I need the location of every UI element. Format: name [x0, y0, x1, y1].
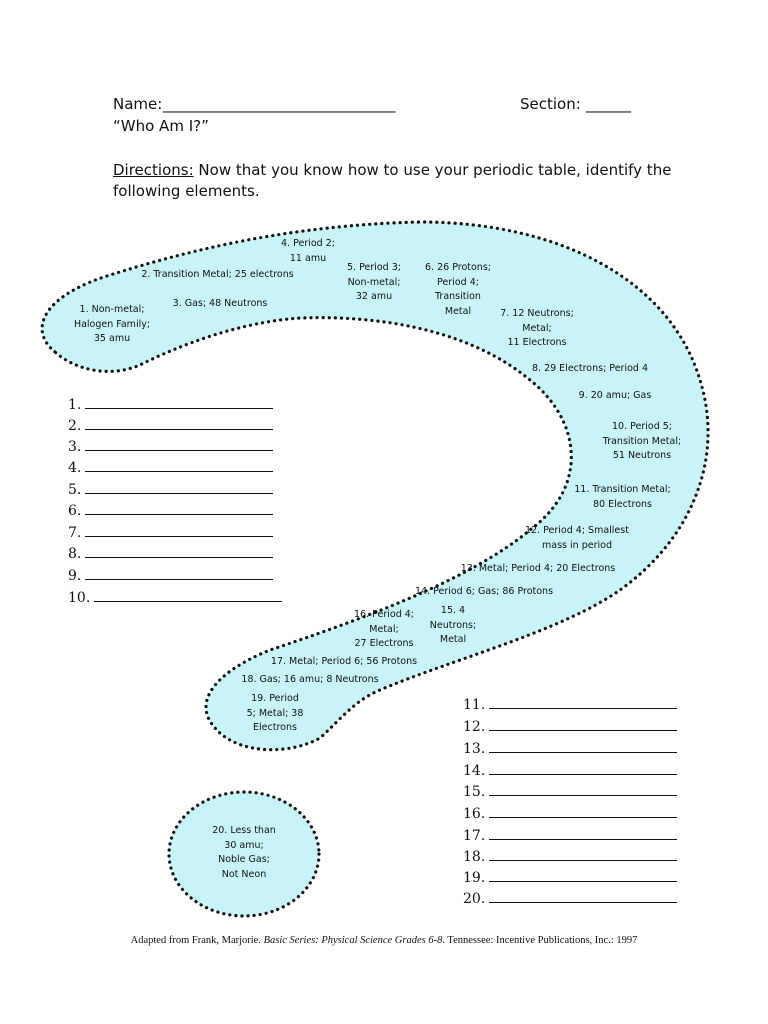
clue-2: 2. Transition Metal; 25 electrons [141, 269, 294, 280]
answer-number: 10. [68, 590, 91, 606]
answer-number: 15. [463, 784, 486, 800]
section-label: Section: [520, 95, 581, 113]
answer-number: 3. [68, 439, 82, 455]
answer-row-5[interactable] [68, 480, 273, 498]
answer-blank[interactable] [489, 826, 677, 840]
name-label: Name: [113, 95, 163, 113]
answer-blank[interactable] [85, 544, 273, 558]
directions-text: Now that you know how to use your periodic table, identify the [198, 161, 672, 179]
answer-number: 5. [68, 482, 82, 498]
clue-18: 18. Gas; 16 amu; 8 Neutrons [241, 674, 379, 685]
page-title: “Who Am I?” [113, 117, 209, 135]
answer-number: 6. [68, 503, 82, 519]
answer-row-18[interactable] [463, 847, 677, 865]
answer-row-11[interactable] [463, 695, 677, 713]
answer-number: 19. [463, 870, 486, 886]
answer-number: 4. [68, 460, 82, 476]
answer-number: 17. [463, 828, 486, 844]
answer-blank[interactable] [489, 739, 677, 753]
answer-row-2[interactable] [68, 416, 273, 434]
clue-9: 9. 20 amu; Gas [578, 390, 652, 401]
answer-blank[interactable] [489, 847, 677, 861]
answer-number: 8. [68, 546, 82, 562]
answer-blank[interactable] [85, 523, 273, 537]
clue-3: 3. Gas; 48 Neutrons [172, 298, 268, 309]
answer-row-14[interactable] [463, 761, 677, 779]
clue-6: 6. 26 Protons; Period 4; Transition Metal [425, 262, 491, 317]
answer-number: 18. [463, 849, 486, 865]
answer-row-4[interactable] [68, 458, 273, 476]
clue-11: 11. Transition Metal; 80 Electrons [574, 484, 671, 510]
answer-row-17[interactable] [463, 826, 677, 844]
section-blank[interactable]: ______ [586, 95, 631, 113]
clue-16: 16. Period 4; Metal; 27 Electrons [353, 609, 414, 649]
name-blank[interactable]: _______________________________ [163, 95, 396, 113]
directions-line-2: following elements. [113, 182, 260, 200]
answer-number: 11. [463, 697, 486, 713]
answer-blank[interactable] [489, 695, 677, 709]
answer-row-19[interactable] [463, 868, 677, 886]
answer-blank[interactable] [489, 868, 677, 882]
clue-10: 10. Period 5; Transition Metal; 51 Neutrons [602, 421, 682, 461]
answer-row-12[interactable] [463, 717, 677, 735]
answer-number: 20. [463, 891, 486, 907]
clue-15: 15. 4 Neutrons; Metal [429, 605, 477, 645]
credit-prefix: Adapted from Frank, Marjorie. [130, 935, 264, 946]
answer-blank[interactable] [85, 416, 273, 430]
answer-number: 12. [463, 719, 486, 735]
answer-blank[interactable] [489, 761, 677, 775]
answer-row-13[interactable] [463, 739, 677, 757]
answer-blank[interactable] [489, 782, 677, 796]
answer-blank[interactable] [85, 480, 273, 494]
answer-blank[interactable] [489, 889, 677, 903]
source-credit [0, 935, 768, 946]
answer-number: 1. [68, 397, 82, 413]
answer-blank[interactable] [85, 566, 273, 580]
answer-blank[interactable] [85, 395, 273, 409]
answer-row-3[interactable] [68, 437, 273, 455]
clue-5: 5. Period 3; Non-metal; 32 amu [347, 262, 401, 302]
answer-row-8[interactable] [68, 544, 273, 562]
answer-blank[interactable] [85, 458, 273, 472]
clue-13: 13. Metal; Period 4; 20 Electrons [460, 563, 616, 574]
answer-row-15[interactable] [463, 782, 677, 800]
clue-17: 17. Metal; Period 6; 56 Protons [270, 656, 418, 667]
directions-label: Directions: [113, 161, 194, 179]
credit-suffix: . Tennessee: Incentive Publications, Inc.: 1997 [442, 935, 638, 946]
answer-blank[interactable] [85, 437, 273, 451]
clue-4: 4. Period 2; 11 amu [281, 238, 335, 264]
answer-row-9[interactable] [68, 566, 273, 584]
answer-blank[interactable] [489, 804, 677, 818]
clue-12: 12. Period 4; Smallest mass in period [525, 525, 629, 551]
answer-number: 9. [68, 568, 82, 584]
answer-row-20[interactable] [463, 889, 677, 907]
clue-19: 19. Period 5; Metal; 38 Electrons [246, 693, 304, 733]
clue-20: 20. Less than 30 amu; Noble Gas; Not Neon [212, 825, 276, 880]
answer-row-6[interactable] [68, 501, 273, 519]
answer-number: 7. [68, 525, 82, 541]
clue-1: 1. Non-metal; Halogen Family; 35 amu [73, 304, 151, 344]
answer-number: 13. [463, 741, 486, 757]
clue-8: 8. 29 Electrons; Period 4 [531, 363, 648, 374]
answer-row-16[interactable] [463, 804, 677, 822]
answer-number: 14. [463, 763, 486, 779]
answer-row-1[interactable] [68, 395, 273, 413]
answer-blank[interactable] [85, 501, 273, 515]
clue-7: 7. 12 Neutrons; Metal; 11 Electrons [500, 308, 574, 348]
answer-row-7[interactable] [68, 523, 273, 541]
credit-book-title: Basic Series: Physical Science Grades 6-8 [263, 935, 443, 946]
answer-blank[interactable] [94, 588, 282, 602]
answer-blank[interactable] [489, 717, 677, 731]
answer-row-10[interactable] [68, 588, 282, 606]
answer-number: 16. [463, 806, 486, 822]
answer-number: 2. [68, 418, 82, 434]
clue-14: 14. Period 6; Gas; 86 Protons [414, 586, 554, 597]
